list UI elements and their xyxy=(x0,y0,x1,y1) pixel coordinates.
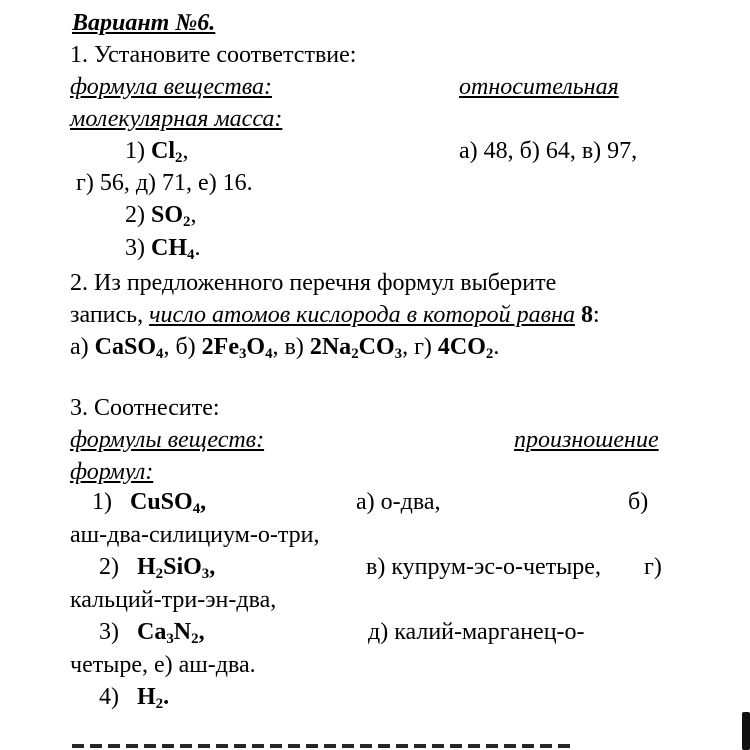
formula-ca3n2: $Ca_3N_2$, xyxy=(137,619,205,648)
task1-left-header-cont: молекулярная масса: xyxy=(70,106,283,132)
task3-item-1: 1) CuSO$_4$, xyxy=(92,489,207,518)
task3-left-header: формулы веществ: xyxy=(70,427,265,453)
task1-right-header: относительная xyxy=(459,74,619,100)
formula-caso4: CaSO$_4$ xyxy=(94,334,164,363)
task3-answer-b: аш-два-силициум-о-три, xyxy=(70,522,320,548)
task3-item-2: 2) $H_2SiO_3$, xyxy=(99,554,216,583)
task3-answer-b-label: б) xyxy=(628,489,649,515)
formula-ch4: $CH_4$ xyxy=(151,235,195,264)
task3-right-header: произношение xyxy=(514,427,659,453)
task3-answer-g-label: г) xyxy=(644,554,662,580)
task1-item-1: 1) $Cl_2$, xyxy=(125,138,189,167)
task3-answer-a: а) о-два, xyxy=(356,489,441,515)
task1-answers-line1: а) 48, б) 64, в) 97, xyxy=(459,138,638,164)
task3-answer-d: д) калий-марганец-о- xyxy=(368,619,585,645)
formula-so2: $SO_2$ xyxy=(151,202,191,231)
formula-2fe3o4: $2Fe_3O_4$ xyxy=(201,334,273,363)
task3-item-3: 3) $Ca_3N_2$, xyxy=(99,619,205,648)
task2-options: а) CaSO$_4$, б) $2Fe_3O_4$, в) $2Na_2CO_3$, г) $4CO_2$. xyxy=(70,334,500,363)
formula-cl2: $Cl_2$ xyxy=(151,138,183,167)
task2-line1: 2. Из предложенного перечня формул выберите xyxy=(70,270,557,296)
task3-heading: 3. Соотнесите: xyxy=(70,395,220,421)
task1-heading: 1. Установите соответствие: xyxy=(70,42,357,68)
task3-item-4: 4) $H_2$. xyxy=(99,684,170,713)
task3-answer-d-cont: четыре, е) аш-два. xyxy=(70,652,256,678)
task3-answer-v: в) купрум-эс-о-четыре, xyxy=(366,554,601,580)
task3-left-header-cont: формул: xyxy=(70,459,154,485)
task1-item-2: 2) $SO_2$, xyxy=(125,202,197,231)
formula-4co2: $4CO_2$ xyxy=(437,334,494,363)
cropped-next-line xyxy=(72,736,572,750)
variant-title: Вариант №6. xyxy=(72,10,216,36)
formula-h2sio3: $H_2SiO_3$, xyxy=(137,554,216,583)
task3-answer-g: кальций-три-эн-два, xyxy=(70,587,277,613)
task2-condition: число атомов кислорода в которой равна xyxy=(149,302,575,328)
formula-2na2co3: $2Na_2CO_3$ xyxy=(309,334,403,363)
formula-cuso4: CuSO$_4$, xyxy=(130,489,207,518)
task1-left-header: формула вещества: xyxy=(70,74,272,100)
formula-h2: $H_2$. xyxy=(137,684,170,713)
task2-line2: запись, число атомов кислорода в которой равна 8: xyxy=(70,302,600,328)
task1-answers-line2: г) 56, д) 71, е) 16. xyxy=(76,170,253,196)
task1-item-3: 3) $CH_4$. xyxy=(125,235,201,264)
page-edge-scroll-marker xyxy=(742,712,750,750)
